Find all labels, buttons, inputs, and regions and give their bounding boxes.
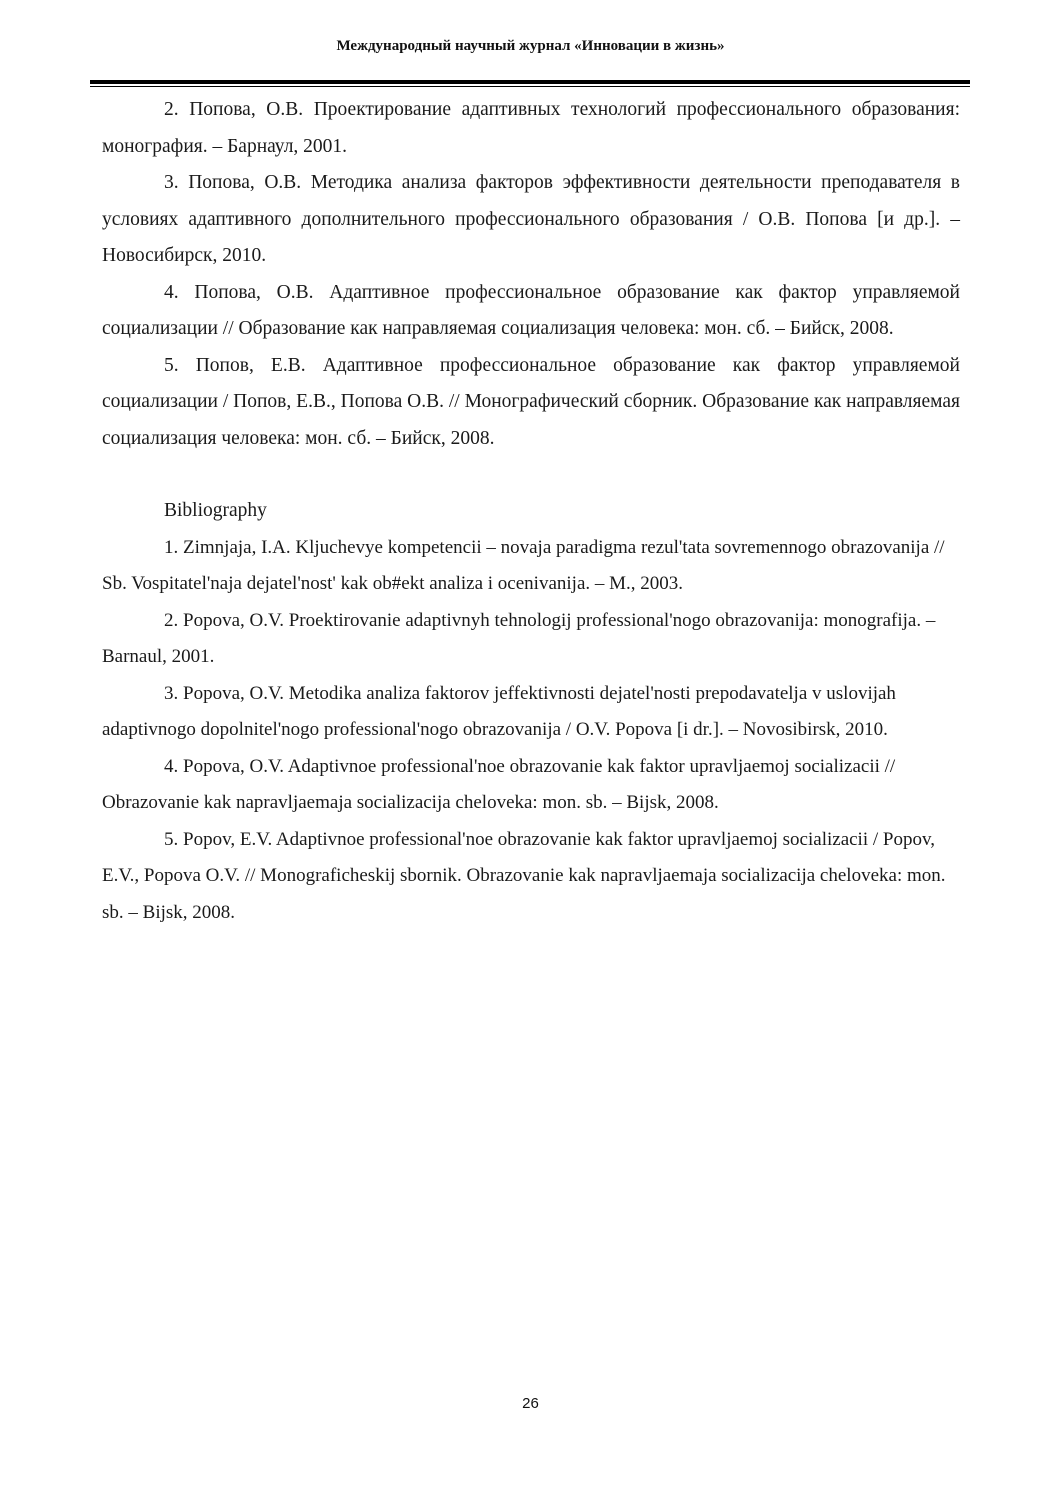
- header-rule-thick: [90, 80, 970, 84]
- bibliography-item-1: 1. Zimnjaja, I.A. Kljuchevye kompetencii – novaja paradigma rezul'tata sovremennogo obrazovanija // Sb. Vospitatel'naja dejatel'nost' kak ob#ekt analiza i ocenivanija. – M., 2003.: [102, 536, 945, 594]
- bibliography-item-3: 3. Popova, O.V. Metodika analiza faktorov jeffektivnosti dejatel'nosti prepodavatelja v uslovijah adaptivnogo dopolnitel'nogo professional'nogo obrazovanija / O.V. Popova [i dr.]. – Novosibirsk, 2010.: [102, 682, 896, 740]
- header-rule-thin: [90, 86, 970, 87]
- reference-ru-2: 2. Попова, О.В. Проектирование адаптивных технологий профессионального образования: монография. – Барнаул, 2001.: [102, 99, 960, 157]
- bibliography-item-5: 5. Popov, E.V. Adaptivnoe professional'noe obrazovanie kak faktor upravljaemoj socializacii / Popov, E.V., Popova O.V. // Monograficheskij sbornik. Obrazovanie kak napravljaemaja socializacija cheloveka: mon. sb. – Bijsk, 2008.: [102, 828, 946, 923]
- page-number: 26: [522, 1395, 539, 1412]
- bibliography-item-4: 4. Popova, O.V. Adaptivnoe professional'noe obrazovanie kak faktor upravljaemoj socializacii // Obrazovanie kak napravljaemaja socializacija cheloveka: mon. sb. – Bijsk, 2008.: [102, 755, 896, 813]
- reference-ru-3: 3. Попова, О.В. Методика анализа факторов эффективности деятельности преподавателя в условиях адаптивного дополнительного профессионального образования / О.В. Попова [и др.]. – Новосибирск, 2010.: [102, 172, 960, 266]
- journal-header: Международный научный журнал «Инновации в жизнь»: [336, 38, 725, 54]
- page-content: [102, 92, 960, 931]
- bibliography-heading: Bibliography: [164, 500, 267, 521]
- reference-ru-5: 5. Попов, Е.В. Адаптивное профессиональное образование как фактор управляемой социализации / Попов, Е.В., Попова О.В. // Монографический сборник. Образование как направляемая социализация человека: мон. сб. – Бийск, 2008.: [102, 354, 960, 449]
- reference-ru-4: 4. Попова, О.В. Адаптивное профессиональное образование как фактор управляемой социализации // Образование как направляемая социализация человека: мон. сб. – Бийск, 2008.: [102, 281, 960, 339]
- bibliography-item-2: 2. Popova, O.V. Proektirovanie adaptivnyh tehnologij professional'nogo obrazovanija: monografija. – Barnaul, 2001.: [102, 609, 936, 667]
